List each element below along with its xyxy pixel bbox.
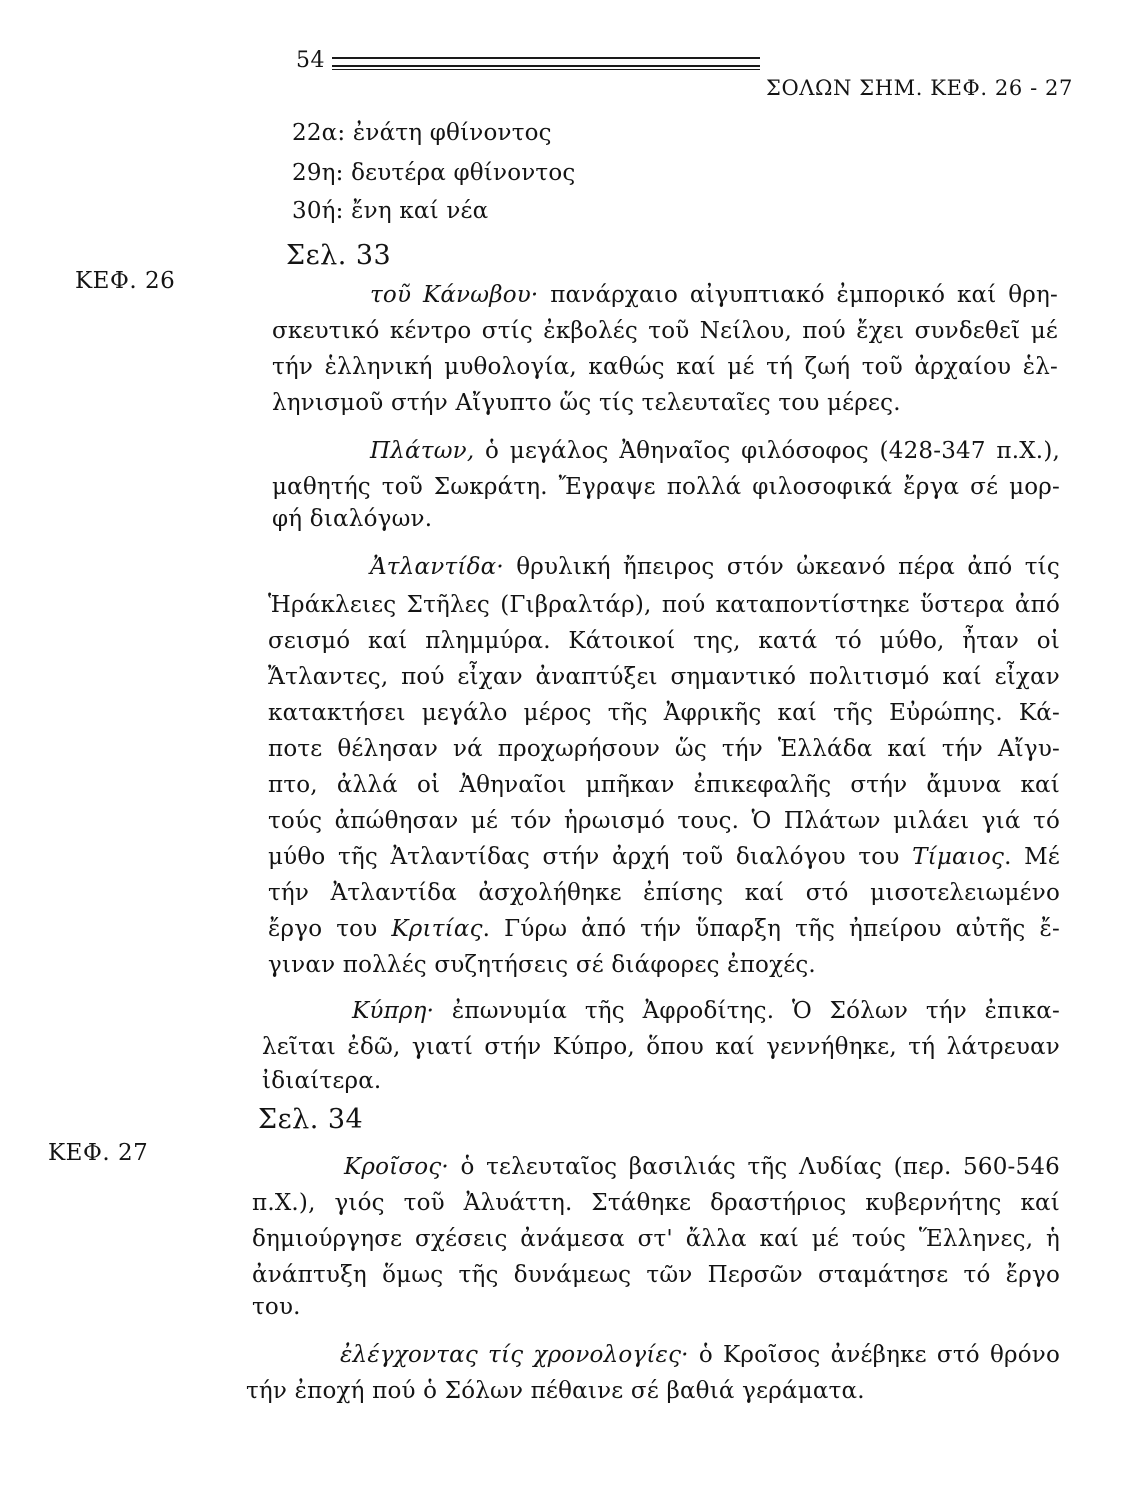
- entry-text: θρυλική ἤπειρος στόν ὠκεανό πέρα ἀπό τίς: [516, 554, 1060, 580]
- running-head: ΣΟΛΩΝ ΣΗΜ. ΚΕΦ. 26 - 27: [766, 76, 1073, 100]
- entry-line: [268, 666, 1060, 689]
- entry-term: Κύπρη·: [352, 998, 435, 1024]
- section-heading: Σελ. 34: [258, 1104, 364, 1135]
- entry-line: τήν ἐποχή πού ὁ Σόλων πέθαινε σέ βαθιά γεράματα.: [246, 1378, 865, 1404]
- entry-line: [268, 918, 1060, 941]
- entry-line: [344, 1156, 1060, 1179]
- entry-line: ληνισμοῦ στήν Αἴγυπτο ὥς τίς τελευταῖες του μέρες.: [272, 390, 901, 416]
- entry-term: ἐλέγχοντας τίς χρονολογίες·: [340, 1342, 689, 1368]
- entry-text: κατακτήσει μεγάλο μέρος τῆς Ἀφρικῆς καί τῆς Εὐρώπης. Κά-: [268, 700, 1060, 726]
- entry-line: [268, 810, 1060, 833]
- entry-text: τήν Ἀτλαντίδα ἀσχολήθηκε ἐπίσης καί στό μισοτελειωμένο: [268, 880, 1060, 906]
- entry-term: τοῦ Κάνωβου·: [370, 282, 539, 308]
- entry-text: ἔργο του: [268, 916, 378, 942]
- entry-text: πανάρχαιο αἰγυπτιακό ἐμπορικό καί θρη-: [550, 282, 1058, 308]
- entry-line: [262, 1036, 1060, 1059]
- entry-line: ἰδιαίτερα.: [262, 1068, 382, 1094]
- entry-line: [370, 556, 1060, 579]
- date-line: 30ή: ἔνη καί νέα: [292, 198, 489, 224]
- page-header: [296, 48, 1104, 98]
- entry-line: [268, 774, 1060, 797]
- entry-line: [268, 738, 1060, 761]
- entry-line: του.: [252, 1294, 301, 1320]
- entry-term: Πλάτων,: [370, 438, 475, 464]
- entry-text: ὁ μεγάλος Ἀθηναῖος φιλόσοφος (428-347 π.Χ.),: [485, 438, 1060, 464]
- entry-line: [252, 1192, 1060, 1215]
- entry-line: [370, 284, 1058, 307]
- entry-text: ποτε θέλησαν νά προχωρήσουν ὥς τήν Ἑλλάδα καί τήν Αἴγυ-: [268, 736, 1060, 762]
- entry-text: π.Χ.), γιός τοῦ Ἀλυάττη. Στάθηκε δραστήριος κυβερνήτης καί: [252, 1190, 1060, 1216]
- margin-note-chapter-26: ΚΕΦ. 26: [75, 268, 176, 294]
- entry-text: τήν ἑλληνική μυθολογία, καθώς καί μέ τή ζωή τοῦ ἀρχαίου ἑλ-: [272, 354, 1058, 380]
- entry-text: ἀνάπτυξη ὅμως τῆς δυνάμεως τῶν Περσῶν σταμάτησε τό ἔργο: [252, 1262, 1060, 1288]
- entry-text: Ἄτλαντες, πού εἶχαν ἀναπτύξει σημαντικό πολιτισμό καί εἶχαν: [268, 664, 1060, 690]
- entry-term: Ἀτλαντίδα·: [370, 554, 504, 580]
- entry-line: [370, 440, 1060, 463]
- entry-text: ἐπωνυμία τῆς Ἀφροδίτης. Ὁ Σόλων τήν ἐπικα-: [451, 998, 1060, 1024]
- entry-line: [252, 1228, 1060, 1251]
- date-line: 22α: ἐνάτη φθίνοντος: [292, 120, 552, 146]
- entry-line: [268, 630, 1060, 653]
- entry-line: [268, 702, 1060, 725]
- entry-line: [340, 1344, 1060, 1367]
- entry-line: [272, 320, 1058, 343]
- entry-line: φή διαλόγων.: [272, 506, 433, 532]
- header-rule-thin: [332, 69, 760, 70]
- entry-text: λεῖται ἐδῶ, γιατί στήν Κύπρο, ὅπου καί γεννήθηκε, τή λάτρευαν: [262, 1034, 1060, 1060]
- entry-line: [272, 476, 1060, 499]
- entry-text: πτο, ἀλλά οἱ Ἀθηναῖοι μπῆκαν ἐπικεφαλῆς στήν ἄμυνα καί: [268, 772, 1060, 798]
- entry-text: ὁ τελευταῖος βασιλιάς τῆς Λυδίας (περ. 560-546: [460, 1154, 1061, 1180]
- entry-line: [268, 846, 1060, 869]
- section-heading: Σελ. 33: [286, 240, 392, 271]
- entry-line: [268, 594, 1060, 617]
- work-title: Κριτίας: [391, 916, 483, 942]
- entry-text: ὁ Κροῖσος ἀνέβηκε στό θρόνο: [698, 1342, 1060, 1368]
- entry-term: Κροῖσος·: [344, 1154, 449, 1180]
- entry-text: δημιούργησε σχέσεις ἀνάμεσα στ' ἄλλα καί μέ τούς Ἕλληνες, ἡ: [252, 1226, 1060, 1252]
- entry-text: μαθητής τοῦ Σωκράτη. Ἔγραψε πολλά φιλοσοφικά ἔργα σέ μορ-: [272, 474, 1060, 500]
- header-rule: [332, 57, 760, 67]
- entry-text: Ἡράκλειες Στῆλες (Γιβραλτάρ), πού καταποντίστηκε ὕστερα ἀπό: [268, 592, 1060, 618]
- entry-line: [268, 882, 1060, 905]
- entry-line: [352, 1000, 1060, 1023]
- entry-line: γιναν πολλές συζητήσεις σέ διάφορες ἐποχές.: [268, 952, 816, 978]
- margin-note-chapter-27: ΚΕΦ. 27: [48, 1140, 149, 1166]
- entry-text: μύθο τῆς Ἀτλαντίδας στήν ἀρχή τοῦ διαλόγου του: [268, 844, 900, 870]
- work-title: Τίμαιος: [912, 844, 1005, 870]
- entry-text: . Γύρω ἀπό τήν ὕπαρξη τῆς ἠπείρου αὐτῆς ἔ-: [482, 916, 1061, 942]
- entry-line: [272, 356, 1058, 379]
- entry-text: σκευτικό κέντρο στίς ἐκβολές τοῦ Νείλου, πού ἔχει συνδεθεῖ μέ: [272, 318, 1058, 344]
- entry-text: σεισμό καί πλημμύρα. Κάτοικοί της, κατά τό μύθο, ἦταν οἱ: [268, 628, 1060, 654]
- entry-line: [252, 1264, 1060, 1287]
- date-line: 29η: δευτέρα φθίνοντος: [292, 160, 576, 186]
- page-number: 54: [296, 48, 325, 73]
- entry-text: . Μέ: [1004, 844, 1060, 870]
- entry-text: τούς ἀπώθησαν μέ τόν ἡρωισμό τους. Ὁ Πλάτων μιλάει γιά τό: [268, 808, 1060, 834]
